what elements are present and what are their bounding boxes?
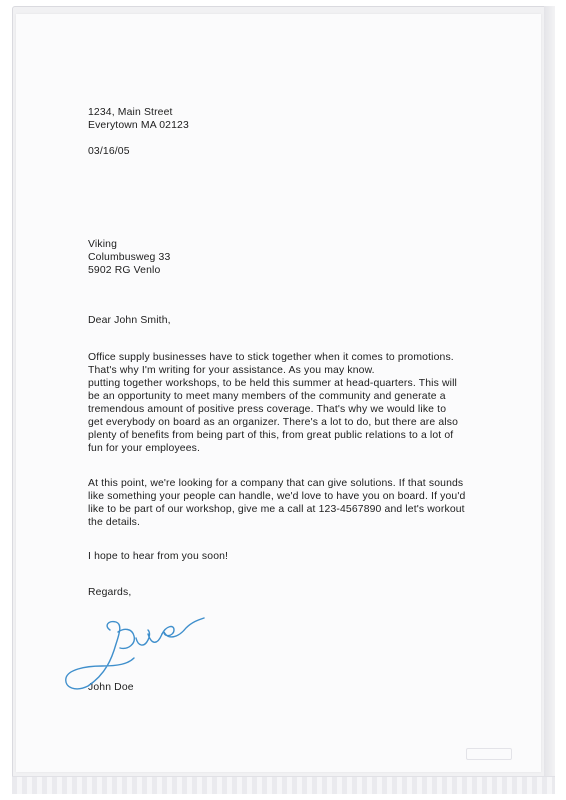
recipient-city: 5902 RG Venlo bbox=[88, 265, 161, 276]
letter-date: 03/16/05 bbox=[88, 146, 130, 157]
signer-name: John Doe bbox=[88, 682, 134, 693]
salutation: Dear John Smith, bbox=[88, 315, 171, 326]
recipient-street: Columbusweg 33 bbox=[88, 252, 171, 263]
paragraph-1-line: be an opportunity to meet many members of the community and generate a bbox=[88, 391, 446, 402]
closing-line: I hope to hear from you soon! bbox=[88, 551, 229, 562]
paragraph-2-line: At this point, we're looking for a company that can give solutions. If that sounds bbox=[88, 478, 464, 489]
paragraph-2-line: the details. bbox=[88, 517, 141, 528]
sleeve-embossed-logo bbox=[466, 748, 512, 760]
handwritten-signature bbox=[58, 602, 208, 692]
paragraph-1-line: Office supply businesses have to stick together when it comes to promotions. bbox=[88, 352, 454, 363]
paragraph-2-line: like to be part of our workshop, give me a call at 123-4567890 and let's workout bbox=[88, 504, 465, 515]
paragraph-1-line: fun for your employees. bbox=[88, 443, 201, 454]
paragraph-2-line: like something your people can handle, we'd love to have you on board. If you'd bbox=[88, 491, 466, 502]
recipient-name: Viking bbox=[88, 239, 118, 250]
paragraph-1-line: putting together workshops, to be held this summer at head-quarters. This will bbox=[88, 378, 458, 389]
paragraph-1-line: tremendous amount of positive press coverage. That's why we would like to bbox=[88, 404, 447, 415]
sender-city: Everytown MA 02123 bbox=[88, 120, 189, 131]
paragraph-1-line: get everybody on board as an organizer. There's a lot to do, but there are also bbox=[88, 417, 459, 428]
paragraph-1-line: That's why I'm writing for your assistance. As you may know. bbox=[88, 365, 375, 376]
paragraph-1-line: plenty of benefits from being part of this, from great public relations to a lot of bbox=[88, 430, 454, 441]
sign-off: Regards, bbox=[88, 587, 132, 598]
sleeve-bottom-strip bbox=[12, 776, 555, 794]
sleeve-right-edge bbox=[544, 6, 555, 794]
sender-street: 1234, Main Street bbox=[88, 107, 173, 118]
